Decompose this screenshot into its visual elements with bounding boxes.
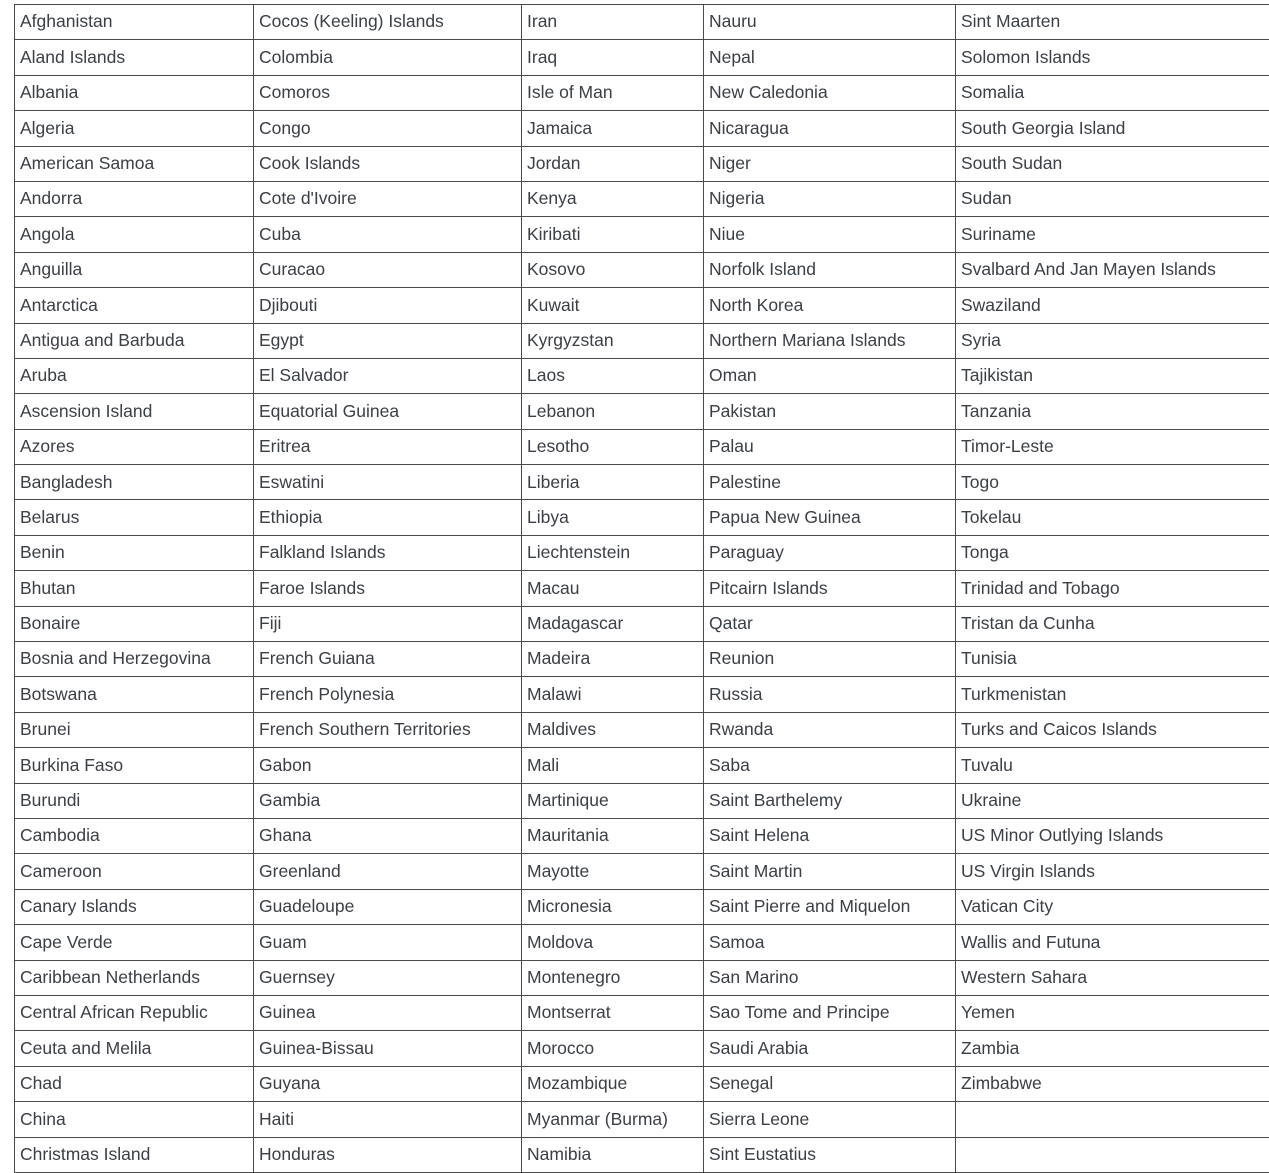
- country-cell: Angola: [15, 217, 254, 252]
- country-cell: US Virgin Islands: [956, 854, 1269, 889]
- country-cell: Bonaire: [15, 606, 254, 641]
- country-cell: Micronesia: [522, 889, 704, 924]
- country-cell: Sint Maarten: [956, 5, 1269, 40]
- country-cell: Palestine: [704, 465, 956, 500]
- country-cell: Liberia: [522, 465, 704, 500]
- country-cell: Macau: [522, 571, 704, 606]
- country-cell: Kyrgyzstan: [522, 323, 704, 358]
- country-cell: Tristan da Cunha: [956, 606, 1269, 641]
- table-row: [15, 1102, 1269, 1137]
- table-row: [15, 394, 1269, 429]
- table-row: [15, 288, 1269, 323]
- country-cell: Kuwait: [522, 288, 704, 323]
- country-cell: Saba: [704, 748, 956, 783]
- country-cell: Tanzania: [956, 394, 1269, 429]
- country-cell: Brunei: [15, 712, 254, 747]
- country-cell: Tajikistan: [956, 358, 1269, 393]
- country-cell: Cote d'Ivoire: [254, 181, 522, 216]
- country-cell: Montenegro: [522, 960, 704, 995]
- country-cell: South Georgia Island: [956, 111, 1269, 146]
- country-cell: Russia: [704, 677, 956, 712]
- country-cell: Pitcairn Islands: [704, 571, 956, 606]
- country-cell: Colombia: [254, 40, 522, 75]
- country-cell: Guinea: [254, 995, 522, 1030]
- table-row: [15, 1031, 1269, 1066]
- country-cell: Antarctica: [15, 288, 254, 323]
- country-cell: Egypt: [254, 323, 522, 358]
- country-cell: Montserrat: [522, 995, 704, 1030]
- country-cell: Eswatini: [254, 465, 522, 500]
- country-cell: Sierra Leone: [704, 1102, 956, 1137]
- country-cell: Faroe Islands: [254, 571, 522, 606]
- table-row: [15, 571, 1269, 606]
- country-cell: Samoa: [704, 925, 956, 960]
- table-row: [15, 40, 1269, 75]
- country-cell: Northern Mariana Islands: [704, 323, 956, 358]
- country-cell: Afghanistan: [15, 5, 254, 40]
- country-cell: Niger: [704, 146, 956, 181]
- table-row: [15, 748, 1269, 783]
- country-cell: Ukraine: [956, 783, 1269, 818]
- country-cell: Mali: [522, 748, 704, 783]
- country-cell: Bangladesh: [15, 465, 254, 500]
- country-cell: Wallis and Futuna: [956, 925, 1269, 960]
- country-cell: Turks and Caicos Islands: [956, 712, 1269, 747]
- country-cell: Oman: [704, 358, 956, 393]
- country-cell: Paraguay: [704, 535, 956, 570]
- country-cell: Bhutan: [15, 571, 254, 606]
- country-cell: US Minor Outlying Islands: [956, 818, 1269, 853]
- country-cell: Yemen: [956, 995, 1269, 1030]
- country-cell: Guinea-Bissau: [254, 1031, 522, 1066]
- country-cell: French Polynesia: [254, 677, 522, 712]
- country-cell: China: [15, 1102, 254, 1137]
- country-cell: Guadeloupe: [254, 889, 522, 924]
- country-cell: Guam: [254, 925, 522, 960]
- table-row: [15, 217, 1269, 252]
- country-cell: Djibouti: [254, 288, 522, 323]
- country-cell: Morocco: [522, 1031, 704, 1066]
- table-row: [15, 500, 1269, 535]
- country-cell: Reunion: [704, 642, 956, 677]
- table-row: [15, 1137, 1269, 1172]
- country-cell: Tunisia: [956, 642, 1269, 677]
- country-cell: Cook Islands: [254, 146, 522, 181]
- country-cell: New Caledonia: [704, 75, 956, 110]
- country-cell: Jordan: [522, 146, 704, 181]
- country-cell: Rwanda: [704, 712, 956, 747]
- table-row: [15, 889, 1269, 924]
- country-cell: Congo: [254, 111, 522, 146]
- country-cell: Isle of Man: [522, 75, 704, 110]
- country-cell: French Southern Territories: [254, 712, 522, 747]
- country-cell: El Salvador: [254, 358, 522, 393]
- country-cell: Papua New Guinea: [704, 500, 956, 535]
- table-row: [15, 783, 1269, 818]
- country-cell: Nauru: [704, 5, 956, 40]
- country-cell: Tonga: [956, 535, 1269, 570]
- country-cell: Senegal: [704, 1066, 956, 1101]
- table-row: [15, 146, 1269, 181]
- country-cell: Suriname: [956, 217, 1269, 252]
- country-cell: Kenya: [522, 181, 704, 216]
- country-cell: Botswana: [15, 677, 254, 712]
- country-cell: South Sudan: [956, 146, 1269, 181]
- country-cell: Ascension Island: [15, 394, 254, 429]
- country-cell: Maldives: [522, 712, 704, 747]
- country-cell: Martinique: [522, 783, 704, 818]
- country-cell: Kiribati: [522, 217, 704, 252]
- country-cell: [956, 1137, 1269, 1172]
- country-cell: Lebanon: [522, 394, 704, 429]
- country-cell: Svalbard And Jan Mayen Islands: [956, 252, 1269, 287]
- country-cell: Malawi: [522, 677, 704, 712]
- country-cell: Sudan: [956, 181, 1269, 216]
- country-cell: Saint Martin: [704, 854, 956, 889]
- country-cell: Sint Eustatius: [704, 1137, 956, 1172]
- table-row: [15, 854, 1269, 889]
- country-cell: Zimbabwe: [956, 1066, 1269, 1101]
- country-cell: Gabon: [254, 748, 522, 783]
- country-cell: Syria: [956, 323, 1269, 358]
- country-cell: Timor-Leste: [956, 429, 1269, 464]
- table-row: [15, 111, 1269, 146]
- country-cell: Myanmar (Burma): [522, 1102, 704, 1137]
- country-cell: Cocos (Keeling) Islands: [254, 5, 522, 40]
- country-cell: Canary Islands: [15, 889, 254, 924]
- country-cell: Equatorial Guinea: [254, 394, 522, 429]
- country-table: [14, 4, 1269, 1173]
- table-row: [15, 465, 1269, 500]
- country-cell: Solomon Islands: [956, 40, 1269, 75]
- country-cell: Madeira: [522, 642, 704, 677]
- country-cell: Nepal: [704, 40, 956, 75]
- table-row: [15, 642, 1269, 677]
- country-cell: Eritrea: [254, 429, 522, 464]
- country-cell: Guyana: [254, 1066, 522, 1101]
- country-cell: Nicaragua: [704, 111, 956, 146]
- table-row: [15, 712, 1269, 747]
- country-cell: Albania: [15, 75, 254, 110]
- country-cell: Tuvalu: [956, 748, 1269, 783]
- table-row: [15, 995, 1269, 1030]
- country-cell: Ceuta and Melila: [15, 1031, 254, 1066]
- country-cell: Central African Republic: [15, 995, 254, 1030]
- country-cell: Iraq: [522, 40, 704, 75]
- country-cell: Vatican City: [956, 889, 1269, 924]
- country-cell: Mauritania: [522, 818, 704, 853]
- country-cell: American Samoa: [15, 146, 254, 181]
- country-cell: Ghana: [254, 818, 522, 853]
- country-cell: Anguilla: [15, 252, 254, 287]
- country-cell: Benin: [15, 535, 254, 570]
- country-cell: Azores: [15, 429, 254, 464]
- table-row: [15, 535, 1269, 570]
- country-cell: Zambia: [956, 1031, 1269, 1066]
- table-row: [15, 181, 1269, 216]
- country-cell: Algeria: [15, 111, 254, 146]
- country-cell: Togo: [956, 465, 1269, 500]
- country-cell: Palau: [704, 429, 956, 464]
- country-cell: Guernsey: [254, 960, 522, 995]
- country-cell: Saint Pierre and Miquelon: [704, 889, 956, 924]
- country-cell: Fiji: [254, 606, 522, 641]
- table-row: [15, 75, 1269, 110]
- country-cell: Western Sahara: [956, 960, 1269, 995]
- country-cell: Somalia: [956, 75, 1269, 110]
- table-row: [15, 358, 1269, 393]
- country-cell: Namibia: [522, 1137, 704, 1172]
- country-cell: Aruba: [15, 358, 254, 393]
- country-cell: Iran: [522, 5, 704, 40]
- country-cell: Sao Tome and Principe: [704, 995, 956, 1030]
- country-cell: Mayotte: [522, 854, 704, 889]
- country-cell: Cameroon: [15, 854, 254, 889]
- country-cell: Libya: [522, 500, 704, 535]
- table-row: [15, 252, 1269, 287]
- country-cell: Burundi: [15, 783, 254, 818]
- country-cell: Liechtenstein: [522, 535, 704, 570]
- country-cell: Cuba: [254, 217, 522, 252]
- country-cell: Norfolk Island: [704, 252, 956, 287]
- country-cell: Aland Islands: [15, 40, 254, 75]
- table-row: [15, 925, 1269, 960]
- table-row: [15, 960, 1269, 995]
- country-cell: Chad: [15, 1066, 254, 1101]
- country-cell: Comoros: [254, 75, 522, 110]
- country-cell: Madagascar: [522, 606, 704, 641]
- table-row: [15, 323, 1269, 358]
- country-cell: Cambodia: [15, 818, 254, 853]
- table-row: [15, 818, 1269, 853]
- country-cell: Caribbean Netherlands: [15, 960, 254, 995]
- country-cell: [956, 1102, 1269, 1137]
- country-cell: Nigeria: [704, 181, 956, 216]
- country-cell: Niue: [704, 217, 956, 252]
- country-cell: Moldova: [522, 925, 704, 960]
- country-cell: Turkmenistan: [956, 677, 1269, 712]
- country-cell: Tokelau: [956, 500, 1269, 535]
- country-cell: Andorra: [15, 181, 254, 216]
- country-cell: Greenland: [254, 854, 522, 889]
- country-cell: North Korea: [704, 288, 956, 323]
- country-cell: Lesotho: [522, 429, 704, 464]
- country-cell: Curacao: [254, 252, 522, 287]
- country-cell: Belarus: [15, 500, 254, 535]
- table-row: [15, 1066, 1269, 1101]
- country-cell: Falkland Islands: [254, 535, 522, 570]
- table-row: [15, 429, 1269, 464]
- country-cell: Saint Helena: [704, 818, 956, 853]
- country-cell: Laos: [522, 358, 704, 393]
- country-cell: Gambia: [254, 783, 522, 818]
- country-cell: Kosovo: [522, 252, 704, 287]
- country-cell: Antigua and Barbuda: [15, 323, 254, 358]
- country-table-body: [15, 5, 1269, 1173]
- country-cell: Swaziland: [956, 288, 1269, 323]
- country-cell: Christmas Island: [15, 1137, 254, 1172]
- country-cell: Bosnia and Herzegovina: [15, 642, 254, 677]
- country-cell: French Guiana: [254, 642, 522, 677]
- country-cell: Burkina Faso: [15, 748, 254, 783]
- country-cell: Cape Verde: [15, 925, 254, 960]
- country-cell: Saudi Arabia: [704, 1031, 956, 1066]
- country-cell: Trinidad and Tobago: [956, 571, 1269, 606]
- country-cell: Honduras: [254, 1137, 522, 1172]
- country-cell: Mozambique: [522, 1066, 704, 1101]
- table-row: [15, 677, 1269, 712]
- table-row: [15, 5, 1269, 40]
- country-cell: Ethiopia: [254, 500, 522, 535]
- table-row: [15, 606, 1269, 641]
- country-cell: San Marino: [704, 960, 956, 995]
- country-cell: Jamaica: [522, 111, 704, 146]
- country-cell: Haiti: [254, 1102, 522, 1137]
- country-cell: Pakistan: [704, 394, 956, 429]
- country-cell: Saint Barthelemy: [704, 783, 956, 818]
- country-cell: Qatar: [704, 606, 956, 641]
